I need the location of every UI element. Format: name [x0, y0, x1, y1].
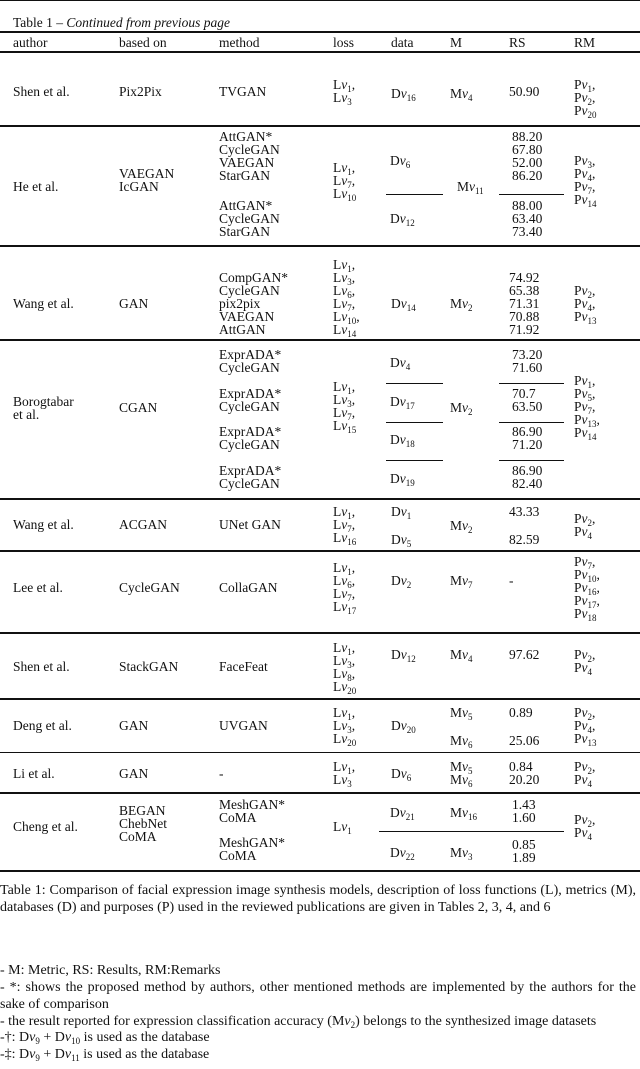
- cell-method: ExprADA*: [219, 385, 282, 401]
- row-rule: [0, 245, 640, 247]
- cell-result: 1.89: [512, 850, 536, 865]
- caption-note: -†: $Dv_9 + Dv_{10}$ is used as the database: [0, 1030, 210, 1046]
- cell-data: $Dv_6$: [391, 766, 412, 783]
- cell-method: UVGAN: [219, 718, 268, 733]
- cell-result: 71.60: [512, 360, 543, 375]
- cell-method: MeshGAN*: [219, 835, 285, 850]
- cell-metric: $Mv_4$: [450, 86, 473, 103]
- cell-method: CycleGAN: [219, 398, 280, 414]
- cell-loss: $Lv_1$,: [333, 504, 356, 521]
- sub-rule: [386, 460, 443, 461]
- column-header-m: M: [450, 35, 463, 50]
- cell-method: CompGAN*: [219, 270, 289, 285]
- cell-remarks: $Pv_2$,: [574, 759, 596, 776]
- cell-method: StarGAN: [219, 224, 270, 239]
- column-header-method: method: [219, 35, 260, 50]
- cell-method: CycleGAN: [219, 475, 280, 491]
- cell-remarks: $Pv_5$,: [574, 386, 596, 403]
- cell-author: Lee et al.: [13, 580, 63, 595]
- cell-method: ExprADA*: [219, 347, 282, 362]
- cell-method: CollaGAN: [219, 580, 278, 595]
- cell-based-on: StackGAN: [119, 659, 179, 674]
- cell-method: CycleGAN: [219, 142, 280, 157]
- cell-metric: $Mv_{16}$: [450, 805, 478, 822]
- cell-method: CycleGAN: [219, 283, 280, 298]
- cell-remarks: $Pv_2$,: [574, 812, 596, 829]
- cell-based-on: GAN: [119, 766, 149, 781]
- caption-note: - M: Metric, RS: Results, RM:Remarks: [0, 963, 221, 978]
- cell-metric: $Mv_6$: [450, 772, 473, 789]
- caption-note: -‡: $Dv_9 + Dv_{11}$ is used as the database: [0, 1047, 210, 1063]
- cell-loss: $Lv_{20}$: [333, 679, 357, 696]
- cell-author: Cheng et al.: [13, 819, 78, 834]
- cell-loss: $Lv_{16}$: [333, 530, 357, 547]
- cell-loss: $Lv_8$,: [333, 666, 356, 683]
- cell-loss: $Lv_7$,: [333, 405, 356, 422]
- cell-result: 20.20: [509, 772, 540, 787]
- cell-method: CycleGAN: [219, 360, 280, 375]
- cell-result: -: [509, 573, 514, 588]
- sub-rule: [386, 422, 443, 423]
- cell-loss: $Lv_1$,: [333, 257, 356, 274]
- cell-based-on: GAN: [119, 296, 149, 311]
- cell-method: TVGAN: [219, 84, 267, 99]
- cell-remarks: $Pv_4$,: [574, 296, 596, 313]
- cell-data: $Dv_1$: [391, 504, 412, 521]
- cell-metric: $Mv_2$: [450, 400, 473, 417]
- cell-loss: $Lv_6$,: [333, 573, 356, 590]
- cell-result: 0.89: [509, 705, 533, 720]
- cell-loss: $Lv_{15}$: [333, 418, 357, 435]
- cell-data: $Dv_{21}$: [390, 805, 415, 822]
- cell-based-on: Pix2Pix: [119, 84, 162, 99]
- cell-data: $Dv_5$: [391, 532, 412, 549]
- column-header-rm: RM: [574, 35, 596, 50]
- cell-result: 86.20: [512, 168, 543, 183]
- cell-result: 88.00: [512, 198, 543, 213]
- cell-result: 25.06: [509, 733, 540, 748]
- cell-result: 43.33: [509, 504, 540, 519]
- sub-rule: [499, 460, 564, 461]
- cell-metric: $Mv_5$: [450, 705, 473, 722]
- sub-rule: [386, 194, 443, 195]
- row-rule: [0, 339, 640, 341]
- cell-remarks: $Pv_7$,: [574, 554, 596, 571]
- cell-data: $Dv_{20}$: [391, 718, 416, 735]
- cell-metric: $Mv_2$: [450, 296, 473, 313]
- cell-result: 82.40: [512, 475, 543, 491]
- cell-result: 73.20: [512, 347, 543, 362]
- cell-remarks: $Pv_2$,: [574, 283, 596, 300]
- cell-result: 71.31: [509, 296, 540, 311]
- cell-result: 82.59: [509, 532, 540, 547]
- cell-author: Shen et al.: [13, 84, 70, 99]
- cell-loss: $Lv_1$,: [333, 160, 356, 177]
- cell-remarks: $Pv_{17}$,: [574, 593, 600, 610]
- cell-result: 65.38: [509, 283, 540, 298]
- sub-rule: [499, 194, 564, 195]
- cell-metric: $Mv_2$: [450, 518, 473, 535]
- cell-remarks: $Pv_2$,: [574, 705, 596, 722]
- column-header-loss: loss: [333, 35, 355, 50]
- cell-result: 86.90: [512, 462, 543, 478]
- cell-remarks: $Pv_1$,: [574, 77, 596, 94]
- cell-remarks: $Pv_7$,: [574, 179, 596, 196]
- cell-loss: $Lv_1$,: [333, 759, 356, 776]
- cell-loss: $Lv_{14}$: [333, 322, 357, 339]
- row-rule: [0, 698, 640, 700]
- cell-remarks: $Pv_7$,: [574, 399, 596, 416]
- row-rule: [0, 792, 640, 794]
- cell-loss: $Lv_3$: [333, 90, 352, 107]
- cell-result: 67.80: [512, 142, 543, 157]
- cell-method: MeshGAN*: [219, 797, 285, 812]
- cell-method: VAEGAN: [219, 309, 275, 324]
- cell-method: CycleGAN: [219, 211, 280, 226]
- cell-loss: $Lv_6$,: [333, 283, 356, 300]
- cell-remarks: $Pv_1$,: [574, 373, 596, 390]
- cell-data: $Dv_4$: [390, 355, 411, 372]
- cell-based-on: CoMA: [119, 829, 157, 844]
- cell-loss: $Lv_3$,: [333, 653, 356, 670]
- cell-based-on: VAEGAN: [119, 166, 175, 181]
- cell-loss: $Lv_3$,: [333, 392, 356, 409]
- column-header-author: author: [13, 35, 48, 50]
- cell-result: 70.7: [512, 385, 536, 401]
- cell-data: $Dv_{19}$: [390, 470, 415, 488]
- cell-method: VAEGAN: [219, 155, 275, 170]
- cell-loss: $Lv_1$,: [333, 560, 356, 577]
- cell-method: AttGAN*: [219, 129, 273, 144]
- cell-loss: $Lv_1$,: [333, 77, 356, 94]
- header-bottom-rule: [0, 51, 640, 53]
- cell-loss: $Lv_{20}$: [333, 731, 357, 748]
- sub-rule: [499, 383, 564, 384]
- cell-based-on: CGAN: [119, 400, 158, 415]
- cell-remarks: $Pv_4$: [574, 825, 593, 842]
- cell-based-on: CycleGAN: [119, 580, 180, 595]
- cell-loss: $Lv_3$,: [333, 718, 356, 735]
- cell-metric: $Mv_3$: [450, 845, 473, 862]
- cell-loss: $Lv_3$,: [333, 270, 356, 287]
- cell-data: $Dv_2$: [391, 573, 412, 590]
- cell-result: 97.62: [509, 647, 540, 662]
- cell-remarks: $Pv_{14}$: [574, 425, 597, 442]
- cell-remarks: $Pv_{14}$: [574, 192, 597, 209]
- caption-note: - the result reported for expression classification accuracy $(Mv_2)$ belongs to the synthesized image datasets: [0, 1014, 597, 1030]
- cell-remarks: $Pv_4$: [574, 772, 593, 789]
- cell-remarks: $Pv_{13}$,: [574, 412, 600, 429]
- row-rule: [0, 632, 640, 634]
- cell-data: $Dv_{18}$: [390, 432, 415, 449]
- column-header-rs: RS: [509, 35, 526, 50]
- row-rule: [0, 550, 640, 552]
- cell-remarks: $Pv_3$,: [574, 153, 596, 170]
- table-caption: Table 1: Comparison of facial expression image synthesis models, description of loss functions (L), metrics (M), databases (D) and purposes (P) used in the reviewed publications are given in Tables 2, 3, 4, and 6: [0, 883, 636, 915]
- cell-remarks: $Pv_{10}$,: [574, 567, 600, 584]
- cell-result: 1.43: [512, 797, 536, 812]
- cell-data: $Dv_{12}$: [390, 211, 415, 228]
- cell-loss: $Lv_7$,: [333, 586, 356, 603]
- caption-note: - *: shows the proposed method by authors, other mentioned methods are implemented by the authors for the sake of comparison: [0, 980, 636, 1012]
- cell-method: StarGAN: [219, 168, 270, 183]
- page-top-rule: [0, 0, 640, 1]
- cell-result: 52.00: [512, 155, 543, 170]
- cell-based-on: IcGAN: [119, 179, 159, 194]
- cell-author: Shen et al.: [13, 659, 70, 674]
- cell-result: 73.40: [512, 224, 543, 239]
- cell-result: 63.50: [512, 398, 543, 414]
- cell-method: -: [219, 766, 224, 781]
- cell-metric: $Mv_4$: [450, 647, 473, 664]
- cell-result: 70.88: [509, 309, 540, 324]
- cell-loss: $Lv_7$,: [333, 296, 356, 313]
- cell-loss: $Lv_7$,: [333, 173, 356, 190]
- cell-method: CoMA: [219, 848, 257, 863]
- cell-data: $Dv_{14}$: [391, 296, 416, 313]
- cell-method: ExprADA*: [219, 424, 282, 439]
- cell-author: Li et al.: [13, 766, 55, 781]
- cell-data: $Dv_{12}$: [391, 647, 416, 664]
- cell-remarks: $Pv_2$,: [574, 647, 596, 664]
- cell-result: 1.60: [512, 810, 536, 825]
- cell-result: 86.90: [512, 424, 543, 439]
- cell-author: He et al.: [13, 179, 59, 194]
- cell-author: Wang et al.: [13, 296, 74, 311]
- cell-author: Deng et al.: [13, 718, 72, 733]
- cell-based-on: ACGAN: [119, 517, 168, 532]
- cell-remarks: $Pv_2$,: [574, 511, 596, 528]
- cell-author: Borogtabar: [13, 394, 74, 409]
- cell-result: 0.84: [509, 759, 533, 774]
- cell-data: $Dv_6$: [390, 153, 411, 170]
- row-rule: [0, 498, 640, 500]
- cell-metric: $Mv_6$: [450, 733, 473, 750]
- sub-rule: [379, 831, 564, 832]
- cell-result: 88.20: [512, 129, 543, 144]
- cell-remarks: $Pv_{13}$: [574, 731, 597, 748]
- cell-metric: $Mv_5$: [450, 759, 473, 776]
- cell-loss: $Lv_1$: [333, 819, 352, 836]
- continued-label: Table 1 – Continued from previous page: [13, 15, 231, 30]
- cell-remarks: $Pv_{18}$: [574, 606, 597, 623]
- cell-based-on: ChebNet: [119, 816, 167, 831]
- cell-result: 74.92: [509, 270, 540, 285]
- cell-result: 0.85: [512, 837, 536, 852]
- cell-loss: $Lv_7$,: [333, 517, 356, 534]
- row-rule: [0, 125, 640, 127]
- cell-method: FaceFeat: [219, 659, 268, 674]
- cell-remarks: $Pv_2$,: [574, 90, 596, 107]
- sub-rule: [499, 422, 564, 423]
- table-bottom-rule: [0, 870, 640, 872]
- column-header-based-on: based on: [119, 35, 167, 50]
- cell-based-on: BEGAN: [119, 803, 166, 818]
- cell-method: AttGAN*: [219, 198, 273, 213]
- cell-data: $Dv_{22}$: [390, 845, 415, 862]
- cell-author: Wang et al.: [13, 517, 74, 532]
- cell-loss: $Lv_{10}$: [333, 186, 357, 203]
- cell-method: ExprADA*: [219, 462, 282, 478]
- cell-method: UNet GAN: [219, 517, 281, 532]
- sub-rule: [386, 383, 443, 384]
- column-header-data: data: [391, 35, 414, 50]
- cell-author: et al.: [13, 407, 40, 422]
- cell-data: $Dv_{16}$: [391, 86, 416, 103]
- row-rule: [0, 752, 640, 753]
- cell-metric: $Mv_{11}$: [457, 179, 484, 196]
- cell-data: $Dv_{17}$: [390, 393, 415, 411]
- cell-method: CoMA: [219, 810, 257, 825]
- cell-remarks: $Pv_{13}$: [574, 309, 597, 326]
- cell-loss: $Lv_1$,: [333, 705, 356, 722]
- cell-remarks: $Pv_4$: [574, 660, 593, 677]
- cell-remarks: $Pv_4$,: [574, 166, 596, 183]
- cell-metric: $Mv_7$: [450, 573, 473, 590]
- cell-method: pix2pix: [219, 296, 261, 311]
- cell-remarks: $Pv_4$,: [574, 718, 596, 735]
- cell-remarks: $Pv_{16}$,: [574, 580, 600, 597]
- cell-result: 71.20: [512, 437, 543, 452]
- cell-result: 50.90: [509, 84, 540, 99]
- cell-loss: $Lv_{10}$,: [333, 309, 360, 326]
- cell-loss: $Lv_3$: [333, 772, 352, 789]
- cell-loss: $Lv_1$,: [333, 640, 356, 657]
- cell-loss: $Lv_1$,: [333, 379, 356, 396]
- cell-method: AttGAN: [219, 322, 266, 337]
- cell-remarks: $Pv_{20}$: [574, 103, 597, 120]
- cell-method: CycleGAN: [219, 437, 280, 452]
- header-top-rule: [0, 31, 640, 33]
- cell-loss: $Lv_{17}$: [333, 599, 357, 616]
- cell-remarks: $Pv_4$: [574, 524, 593, 541]
- cell-based-on: GAN: [119, 718, 149, 733]
- cell-result: 71.92: [509, 322, 540, 337]
- cell-result: 63.40: [512, 211, 543, 226]
